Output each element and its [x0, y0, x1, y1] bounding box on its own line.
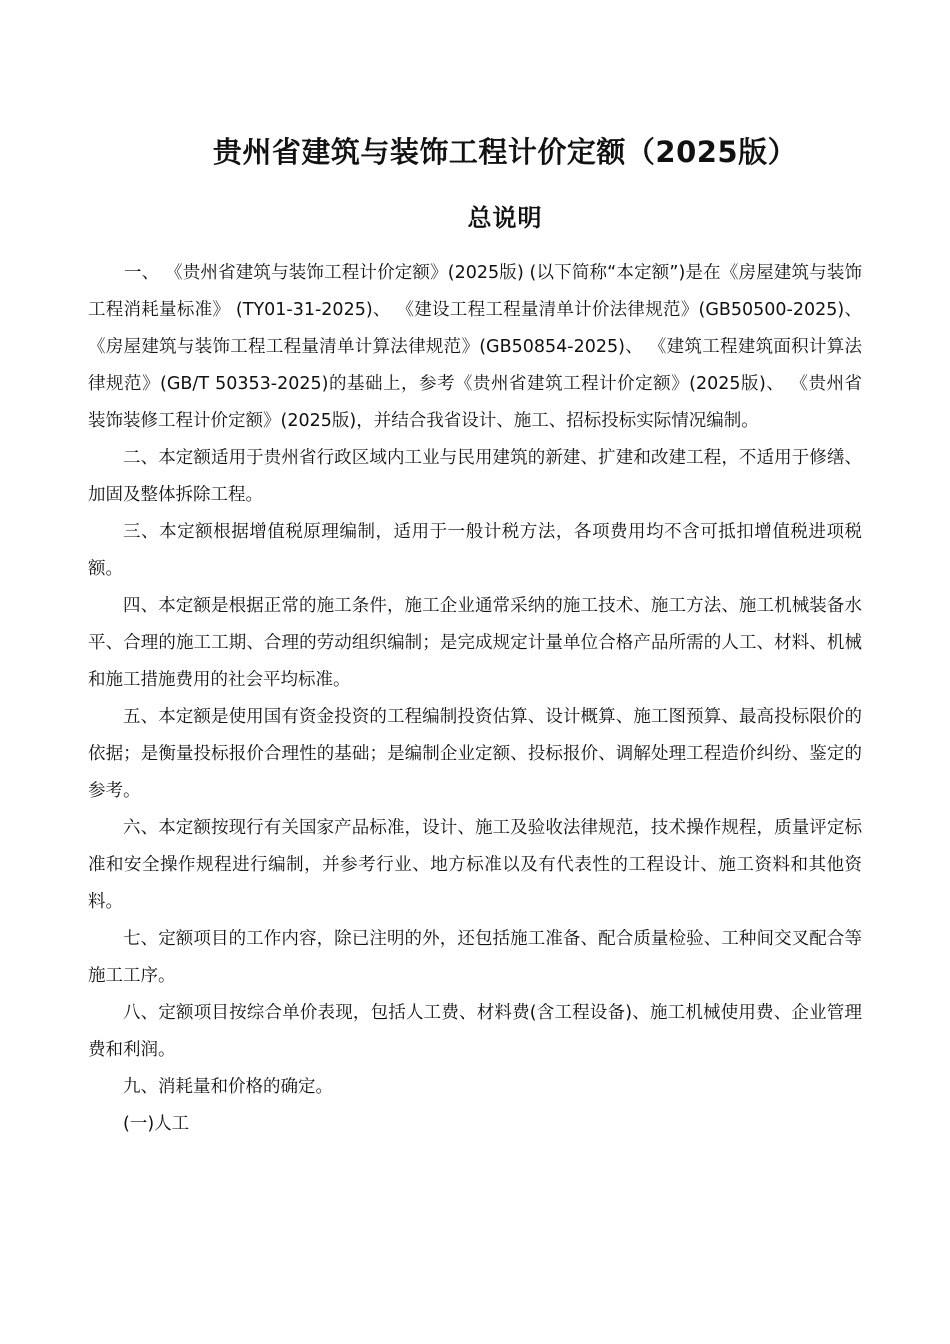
paragraph-8: 八、定额项目按综合单价表现，包括人工费、材料费(含工程设备)、施工机械使用费、企业管理费和利润。: [88, 1003, 862, 1060]
paragraph-7: 七、定额项目的工作内容，除已注明的外，还包括施工准备、配合质量检验、工种间交叉配合等施工工序。: [88, 929, 862, 986]
paragraph-2: 二、本定额适用于贵州省行政区域内工业与民用建筑的新建、扩建和改建工程，不适用于修缮、加固及整体拆除工程。: [88, 448, 862, 505]
paragraph-9: 九、消耗量和价格的确定。: [123, 1077, 333, 1097]
paragraph-3: 三、本定额根据增值税原理编制，适用于一般计税方法，各项费用均不含可抵扣增值税进项税额。: [88, 522, 862, 579]
paragraph-4: 四、本定额是根据正常的施工条件，施工企业通常采纳的施工技术、施工方法、施工机械装备水平、合理的施工工期、合理的劳动组织编制；是完成规定计量单位合格产品所需的人工、材料、机械和施工措施费用的社会平均标准。: [88, 596, 862, 690]
paragraph-5: 五、本定额是使用国有资金投资的工程编制投资估算、设计概算、施工图预算、最高投标限价的依据；是衡量投标报价合理性的基础；是编制企业定额、投标报价、调解处理工程造价纠纷、鉴定的参考。: [88, 707, 862, 801]
document-title: 贵州省建筑与装饰工程计价定额（2025版）: [212, 135, 798, 169]
section-title: 总说明: [467, 204, 543, 232]
paragraph-6: 六、本定额按现行有关国家产品标准，设计、施工及验收法律规范，技术操作规程，质量评定标准和安全操作规程进行编制，并参考行业、地方标准以及有代表性的工程设计、施工资料和其他资料。: [88, 818, 862, 912]
document-body: [88, 255, 862, 1143]
paragraph-1: 一、 《贵州省建筑与装饰工程计价定额》(2025版) (以下简称“本定额”)是在《房屋建筑与装饰工程消耗量标准》 (TY01-31-2025)、 《建设工程工程量清单计价法律规范》(GB50500-2025)、 《房屋建筑与装饰工程工程量清单计算法律规范》(GB50854-2025)、 《建筑工程建筑面积计算法律规范》(GB/T 50353-2025)的基础上，参考《贵州省建筑工程计价定额》(2025版)、 《贵州省装饰装修工程计价定额》(2025版)，并结合我省设计、施工、招标投标实际情况编制。: [88, 263, 862, 431]
paragraph-10: (一)人工: [123, 1114, 190, 1134]
